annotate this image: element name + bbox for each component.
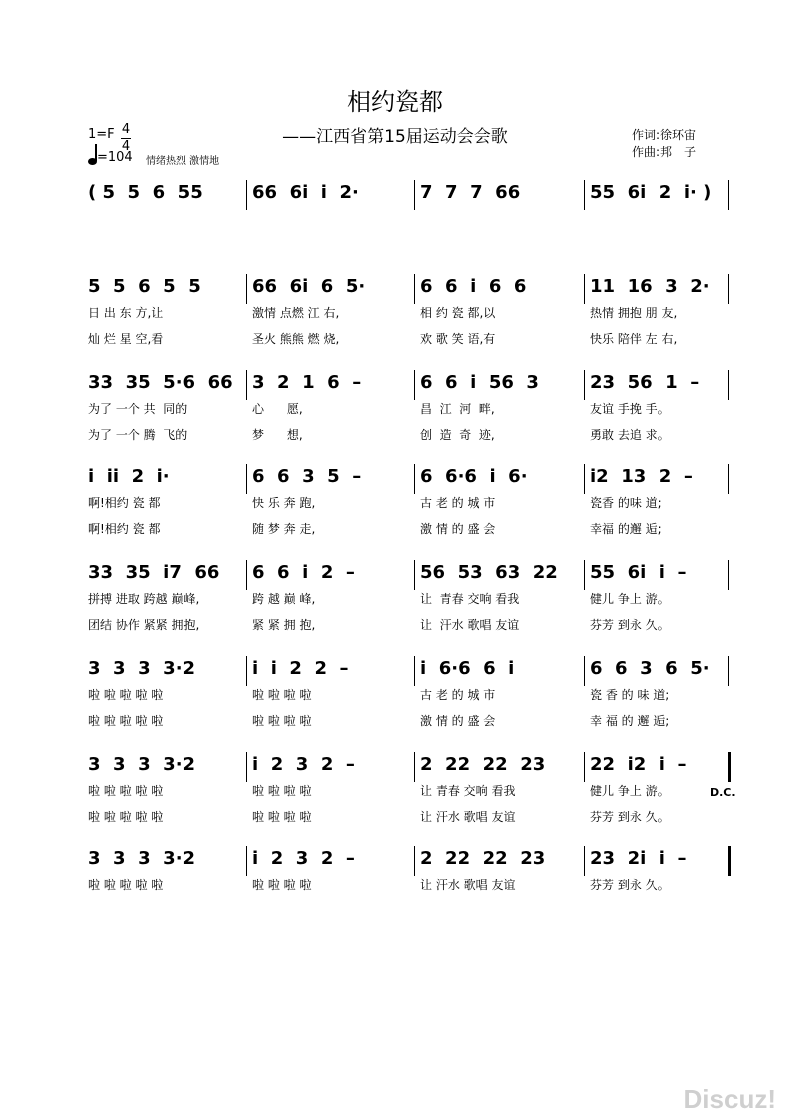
score-row: [88, 462, 728, 546]
composer: 作曲:邦 子: [632, 145, 697, 159]
measure-lyrics: 啦 啦 啦 啦 啦: [88, 810, 164, 824]
measure-lyrics: 古 老 的 城 市: [420, 496, 496, 510]
measure-lyrics: 灿 烂 星 空,看: [88, 332, 164, 346]
measure-lyrics: 欢 歌 笑 语,有: [420, 332, 496, 346]
tempo: [88, 145, 133, 165]
measure-notes: 66 6i i 2·: [252, 182, 359, 203]
measure-lyrics: 让 青春 交响 看我: [420, 592, 520, 606]
barline: [584, 656, 585, 686]
measure-notes: 3 3 3 3·2: [88, 754, 196, 775]
measure-lyrics: 啦 啦 啦 啦: [252, 688, 312, 702]
measure-lyrics: 为了 一个 腾 飞的: [88, 428, 188, 442]
measure-lyrics: 啦 啦 啦 啦: [252, 714, 312, 728]
measure-notes: 3 3 3 3·2: [88, 658, 196, 679]
measure-lyrics: 健儿 争上 游。: [590, 784, 670, 798]
measure-lyrics: 创 造 奇 迹,: [420, 428, 495, 442]
measure-lyrics: 相 约 瓷 都,以: [420, 306, 496, 320]
barline: [246, 656, 247, 686]
barline: [414, 560, 415, 590]
measure-lyrics: 激情 点燃 江 右,: [252, 306, 340, 320]
measure-lyrics: 古 老 的 城 市: [420, 688, 496, 702]
measure-lyrics: 日 出 东 方,让: [88, 306, 164, 320]
measure-lyrics: 随 梦 奔 走,: [252, 522, 316, 536]
barline: [728, 560, 729, 590]
notes-line: [88, 750, 728, 780]
measure-lyrics: 昌 江 河 畔,: [420, 402, 495, 416]
barline: [246, 370, 247, 400]
barline: [414, 274, 415, 304]
notes-line: [88, 368, 728, 398]
measure-lyrics: 团结 协作 紧紧 拥抱,: [88, 618, 200, 632]
notes-line: [88, 558, 728, 588]
expression-mark: 情绪热烈 激情地: [146, 156, 220, 167]
measure-lyrics: 瓷香 的味 道;: [590, 496, 662, 510]
measure-lyrics: 芬芳 到永 久。: [590, 618, 670, 632]
measure-notes: 6 6 i 56 3: [420, 372, 539, 393]
measure-lyrics: 让 汗水 歌唱 友谊: [420, 878, 516, 892]
measure-notes: i 2 3 2 –: [252, 754, 355, 775]
measure-notes: 22 i2 i –: [590, 754, 687, 775]
measure-notes: 11 16 3 2·: [590, 276, 710, 297]
barline: [728, 752, 731, 782]
measure-lyrics: 圣火 熊熊 燃 烧,: [252, 332, 340, 346]
measure-lyrics: 让 青春 交响 看我: [420, 784, 516, 798]
meter-top: 4: [121, 122, 131, 137]
measure-lyrics: 激 情 的 盛 会: [420, 714, 496, 728]
meter-bottom: 4: [121, 139, 131, 154]
barline: [584, 752, 585, 782]
notes-line: [88, 462, 728, 492]
measure-lyrics: 热情 拥抱 朋 友,: [590, 306, 678, 320]
measure-notes: 55 6i 2 i· ): [590, 182, 712, 203]
measure-lyrics: 心 愿,: [252, 402, 303, 416]
measure-notes: 5 5 6 5 5: [88, 276, 201, 297]
barline: [246, 464, 247, 494]
watermark: Discuz!: [683, 1084, 776, 1114]
score-row: [88, 178, 728, 262]
measure-lyrics: 让 汗水 歌唱 友谊: [420, 810, 516, 824]
measure-notes: 33 35 i7 66: [88, 562, 220, 583]
barline: [728, 656, 729, 686]
barline: [414, 464, 415, 494]
notes-line: [88, 844, 728, 874]
measure-notes: 6 6 3 6 5·: [590, 658, 710, 679]
measure-lyrics: 勇敢 去追 求。: [590, 428, 670, 442]
measure-lyrics: 幸福 的邂 逅;: [590, 522, 662, 536]
credits: [632, 127, 696, 161]
measure-notes: 23 56 1 –: [590, 372, 700, 393]
score-row: [88, 368, 728, 452]
barline: [728, 464, 729, 494]
measure-notes: 2 22 22 23: [420, 848, 546, 869]
measure-lyrics: 梦 想,: [252, 428, 303, 442]
barline: [728, 846, 731, 876]
barline: [246, 846, 247, 876]
measure-notes: i ii 2 i·: [88, 466, 170, 487]
measure-notes: 6 6 i 6 6: [420, 276, 527, 297]
song-subtitle: ——江西省第15届运动会会歌: [282, 127, 508, 147]
measure-notes: 6 6 3 5 –: [252, 466, 362, 487]
barline: [246, 752, 247, 782]
lyricist: 作词:徐环宙: [632, 128, 697, 142]
score-row: [88, 558, 728, 642]
score-row: [88, 844, 728, 928]
notes-line: [88, 654, 728, 684]
barline: [246, 180, 247, 210]
measure-notes: 56 53 63 22: [420, 562, 558, 583]
notes-line: [88, 178, 728, 208]
measure-lyrics: 快乐 陪伴 左 右,: [590, 332, 678, 346]
barline: [584, 846, 585, 876]
barline: [414, 752, 415, 782]
notes-line: [88, 272, 728, 302]
measure-notes: ( 5 5 6 55: [88, 182, 203, 203]
quarter-note-icon: [88, 145, 97, 165]
measure-notes: 3 3 3 3·2: [88, 848, 196, 869]
barline: [728, 370, 729, 400]
score-row: [88, 272, 728, 356]
measure-lyrics: 芬芳 到永 久。: [590, 878, 670, 892]
barline: [414, 180, 415, 210]
key-signature: 1=F: [88, 127, 115, 142]
measure-notes: 7 7 7 66: [420, 182, 521, 203]
da-capo-mark: D.C.: [710, 786, 736, 799]
song-title: 相约瓷都: [347, 88, 443, 116]
measure-notes: i 2 3 2 –: [252, 848, 355, 869]
measure-lyrics: 为了 一个 共 同的: [88, 402, 188, 416]
barline: [414, 846, 415, 876]
measure-notes: 66 6i 6 5·: [252, 276, 366, 297]
measure-lyrics: 芬芳 到永 久。: [590, 810, 670, 824]
measure-notes: 33 35 5·6 66: [88, 372, 233, 393]
measure-lyrics: 健儿 争上 游。: [590, 592, 670, 606]
measure-lyrics: 激 情 的 盛 会: [420, 522, 496, 536]
measure-lyrics: 啊!相约 瓷 都: [88, 496, 161, 510]
barline: [728, 180, 729, 210]
measure-lyrics: 啦 啦 啦 啦 啦: [88, 714, 164, 728]
barline: [414, 656, 415, 686]
measure-notes: 6 6 i 2 –: [252, 562, 355, 583]
measure-notes: 2 22 22 23: [420, 754, 546, 775]
barline: [246, 560, 247, 590]
measure-notes: 6 6·6 i 6·: [420, 466, 528, 487]
measure-notes: 23 2i i –: [590, 848, 687, 869]
measure-lyrics: 啦 啦 啦 啦 啦: [88, 784, 164, 798]
measure-lyrics: 啦 啦 啦 啦 啦: [88, 688, 164, 702]
measure-notes: i2 13 2 –: [590, 466, 693, 487]
score-row: [88, 750, 736, 834]
tempo-value: =104: [97, 150, 133, 165]
measure-notes: i i 2 2 –: [252, 658, 349, 679]
measure-lyrics: 友谊 手挽 手。: [590, 402, 670, 416]
measure-lyrics: 啦 啦 啦 啦: [252, 784, 312, 798]
barline: [584, 370, 585, 400]
measure-lyrics: 啊!相约 瓷 都: [88, 522, 161, 536]
barline: [414, 370, 415, 400]
measure-lyrics: 跨 越 巅 峰,: [252, 592, 316, 606]
measure-lyrics: 啦 啦 啦 啦: [252, 878, 312, 892]
measure-lyrics: 瓷 香 的 味 道;: [590, 688, 670, 702]
barline: [584, 180, 585, 210]
barline: [584, 560, 585, 590]
measure-lyrics: 拼搏 进取 跨越 巅峰,: [88, 592, 200, 606]
measure-lyrics: 紧 紧 拥 抱,: [252, 618, 316, 632]
barline: [246, 274, 247, 304]
measure-lyrics: 啦 啦 啦 啦: [252, 810, 312, 824]
barline: [728, 274, 729, 304]
measure-notes: 3 2 1 6 –: [252, 372, 362, 393]
measure-notes: i 6·6 6 i: [420, 658, 515, 679]
barline: [584, 274, 585, 304]
measure-lyrics: 幸 福 的 邂 逅;: [590, 714, 670, 728]
score-row: [88, 654, 728, 738]
measure-lyrics: 让 汗水 歌唱 友谊: [420, 618, 520, 632]
measure-notes: 55 6i i –: [590, 562, 687, 583]
measure-lyrics: 快 乐 奔 跑,: [252, 496, 316, 510]
barline: [584, 464, 585, 494]
measure-lyrics: 啦 啦 啦 啦 啦: [88, 878, 164, 892]
